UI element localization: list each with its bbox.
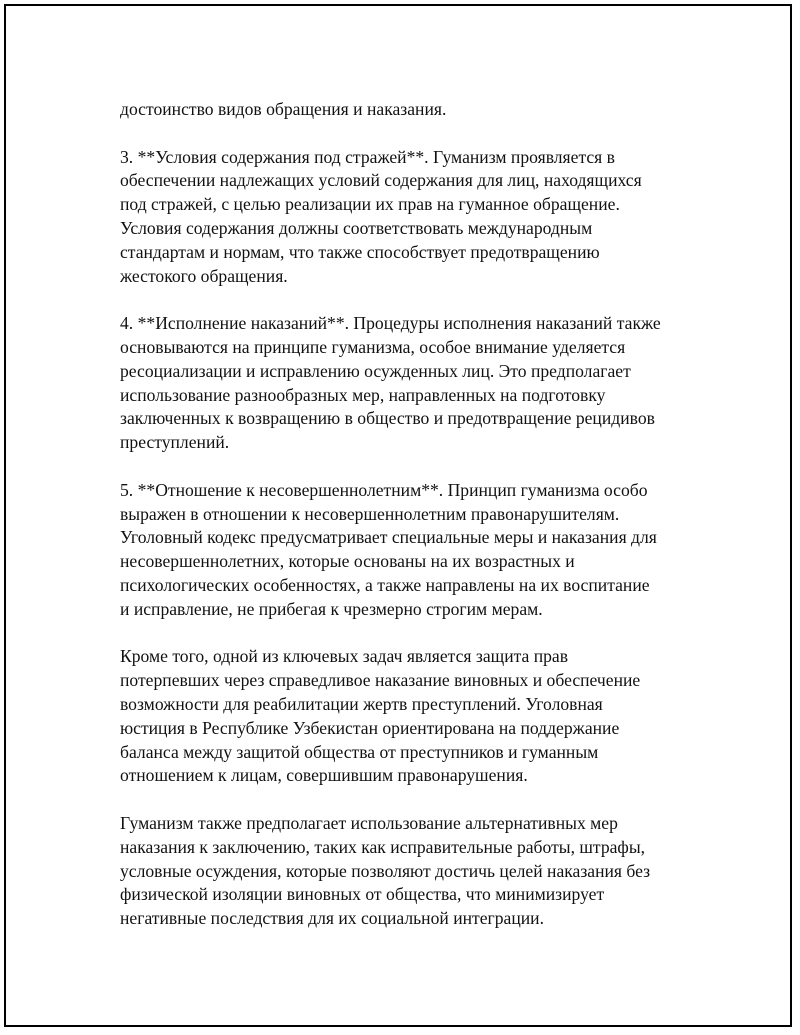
paragraph-victims-protection xyxy=(120,645,720,788)
text-line: возможности для реабилитации жертв преступлений. Уголовная xyxy=(120,693,603,714)
text-line: физической изоляции виновных от общества, что минимизирует xyxy=(120,884,605,905)
text-line: потерпевших через справедливое наказание виновных и обеспечение xyxy=(120,670,641,691)
text-line: основываются на принципе гуманизма, особое внимание уделяется xyxy=(120,336,626,357)
text-line: Гуманизм также предполагает использование альтернативных мер xyxy=(120,812,618,833)
text-line: баланса между защитой общества от преступников и гуманным xyxy=(120,741,599,762)
text-line: и исправление, не прибегая к чрезмерно строгим мерам. xyxy=(120,598,543,619)
paragraph-minors xyxy=(120,479,720,622)
text-line: жестокого обращения. xyxy=(120,265,288,286)
text-line: наказания к заключению, таких как исправительные работы, штрафы, xyxy=(120,836,646,857)
text-line: 3. **Условия содержания под стражей**. Гуманизм проявляется в xyxy=(120,146,615,167)
text-line: юстиция в Республике Узбекистан ориентирована на поддержание xyxy=(120,717,620,738)
text-line: психологических особенностях, а также направлены на их воспитание xyxy=(120,574,650,595)
text-line: преступлений. xyxy=(120,432,230,453)
text-line: обеспечении надлежащих условий содержания для лиц, находящихся xyxy=(120,170,642,191)
text-line: несовершеннолетних, которые основаны на их возрастных и xyxy=(120,551,575,572)
text-line: отношением к лицам, совершившим правонарушения. xyxy=(120,765,528,786)
text-line: стандартам и нормам, что также способствует предотвращению xyxy=(120,241,600,262)
text-line: под стражей, с целью реализации их прав на гуманное обращение. xyxy=(120,194,620,215)
paragraph-detention-conditions xyxy=(120,146,720,289)
text-line: 4. **Исполнение наказаний**. Процедуры исполнения наказаний также xyxy=(120,313,661,334)
paragraph-intro xyxy=(120,98,720,122)
text-line: использование разнообразных мер, направленных на подготовку xyxy=(120,384,606,405)
text-line: выражен в отношении к несовершеннолетним правонарушителям. xyxy=(120,503,620,524)
text-line: условные осуждения, которые позволяют достичь целей наказания без xyxy=(120,860,651,881)
page-frame xyxy=(4,4,792,1027)
text-line: негативные последствия для их социальной интеграции. xyxy=(120,908,544,929)
text-line: Условия содержания должны соответствовать международным xyxy=(120,217,593,238)
text-line: достоинство видов обращения и наказания. xyxy=(120,99,447,119)
text-line: заключенных к возвращению в общество и предотвращение рецидивов xyxy=(120,408,655,429)
text-line: ресоциализации и исправлению осужденных лиц. Это предполагает xyxy=(120,360,631,381)
paragraph-alternative-measures xyxy=(120,812,720,931)
document-body xyxy=(120,98,720,955)
text-line: Кроме того, одной из ключевых задач является защита прав xyxy=(120,646,569,667)
text-line: 5. **Отношение к несовершеннолетним**. Принцип гуманизма особо xyxy=(120,479,648,500)
paragraph-execution-of-punishments xyxy=(120,312,720,455)
text-line: Уголовный кодекс предусматривает специальные меры и наказания для xyxy=(120,527,657,548)
